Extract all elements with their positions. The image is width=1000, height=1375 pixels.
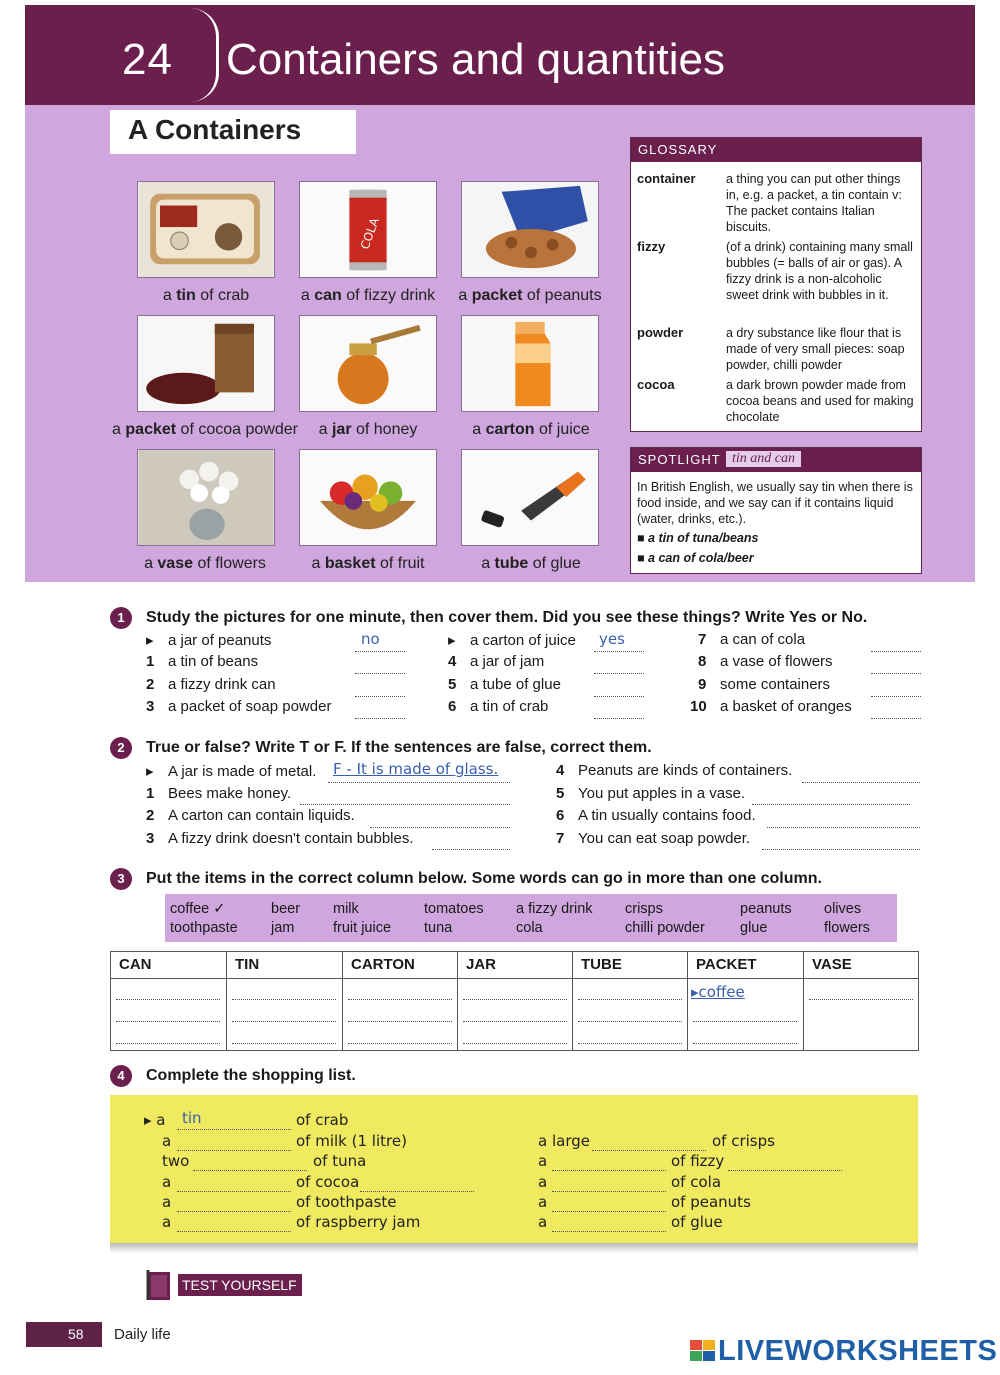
brand-watermark: LIVEWORKSHEETS [718,1335,998,1367]
glossary-definition: a thing you can put other things in, e.g. a packet, a tin contain v: The packet contains Italian biscuits. [726,172,902,234]
liveworksheets-logo-icon [690,1340,716,1362]
shop-answer: tin [182,1109,202,1127]
glossary-term: container [637,171,696,186]
shop-left-post: of milk (1 litre) [296,1132,407,1150]
table-answer-line[interactable] [578,998,682,1000]
ex2-item: 2 A carton can contain liquids. [146,807,355,824]
word-item[interactable]: cola [516,920,543,936]
shop-answer-line[interactable] [177,1210,291,1212]
shop-left-pre: two [162,1152,190,1170]
table-answer-line[interactable] [348,998,452,1000]
shop-right-pre: a large [538,1132,590,1150]
ex1-answer-line[interactable] [871,695,921,697]
shop-right-pre: a [538,1213,548,1231]
ex1-answer-line[interactable] [355,717,405,719]
shop-right-pre: a [538,1173,548,1191]
shop-answer-line[interactable] [177,1149,291,1151]
shop-left-pre: a [162,1132,172,1150]
chapter-number: 24 [122,35,173,84]
ex2-answer-line[interactable] [370,826,510,828]
vase-of-flowers-image [137,449,275,546]
word-item[interactable]: peanuts [740,901,792,917]
svg-text:COLA: COLA [357,215,382,252]
ex1-answer-line[interactable] [871,650,921,652]
shop-left-pre: a [162,1213,172,1231]
ex1-item: 2 a fizzy drink can [146,676,276,693]
caption-carton-of-juice: a carton of juice [472,421,590,438]
word-item[interactable]: glue [740,920,768,936]
shop-left-post: of cocoa [296,1173,360,1191]
table-header-carton: CARTON [351,956,415,973]
table-answer-line[interactable] [348,1020,452,1022]
ex2-item: 7 You can eat soap powder. [556,830,751,847]
glossary-term: cocoa [637,377,675,392]
table-header-packet: PACKET [696,956,757,973]
page-section: Daily life [114,1326,171,1343]
ex1-answer: yes [599,630,625,648]
shop-right-post: of fizzy [671,1152,725,1170]
ex1-answer-line[interactable] [594,650,644,652]
shop-left-pre: ▸ a [144,1111,166,1129]
page-number-bar [26,1322,102,1347]
exercise-2-instruction: True or false? Write T or F. If the sentences are false, correct them. [146,739,652,756]
test-yourself-label: TEST YOURSELF [182,1277,297,1293]
chapter-divider [190,8,219,102]
ex1-item: 6 a tin of crab [448,698,549,715]
ex1-item: 10 a basket of oranges [690,698,852,715]
ex2-answer-line[interactable] [802,781,920,783]
spotlight-label: SPOTLIGHT [638,452,721,467]
table-header-tube: TUBE [581,956,622,973]
shop-answer-line[interactable] [177,1128,291,1130]
ex1-answer: no [361,630,380,648]
packet-of-peanuts-image [461,181,599,278]
table-column-divider [342,951,343,1051]
table-answer-line[interactable] [693,1020,797,1022]
word-item[interactable]: olives [824,901,862,917]
exercise-2-number: 2 [110,737,132,759]
section-a-title: A Containers [128,114,302,145]
word-item[interactable]: tuna [424,920,453,936]
glossary-definition: a dark brown powder made from cocoa beans and used for making chocolate [726,378,914,424]
table-answer-line[interactable] [463,998,567,1000]
shop-left-pre: a [162,1173,172,1191]
ex2-item: 4 Peanuts are kinds of containers. [556,762,793,779]
table-answer-line[interactable] [116,998,220,1000]
shop-left-post: of toothpaste [296,1193,397,1211]
shop-left-post: of raspberry jam [296,1213,421,1231]
ex1-answer-line[interactable] [871,717,921,719]
ex1-item: 9 some containers [698,676,831,693]
table-column-divider [803,951,804,1051]
shop-answer-line[interactable] [552,1190,666,1192]
ex2-item: ▸ A jar is made of metal. [146,763,317,780]
table-answer-line[interactable] [232,998,336,1000]
ex1-item: 4 a jar of jam [448,653,545,670]
table-answer-line[interactable] [463,1042,567,1044]
ex2-item: 3 A fizzy drink doesn't contain bubbles. [146,830,414,847]
table-answer-line[interactable] [116,1020,220,1022]
table-answer-line[interactable] [232,1020,336,1022]
ex2-answer-line[interactable] [432,848,510,850]
packet-of-cocoa-powder-image [137,315,275,412]
word-item[interactable]: coffee ✓ [170,901,226,917]
spotlight-subtitle: tin and can [726,451,801,467]
shop-answer-line[interactable] [552,1210,666,1212]
ex1-item: 3 a packet of soap powder [146,698,332,715]
shop-left-pre: a [162,1193,172,1211]
ex1-answer-line[interactable] [355,672,405,674]
word-item[interactable]: crisps [625,901,663,917]
ex1-item: 7 a can of cola [698,631,806,648]
shop-right-post: of cola [671,1173,722,1191]
shop-right-post: of glue [671,1213,723,1231]
shop-answer-line[interactable] [177,1190,291,1192]
table-example-answer: ▸coffee [691,983,745,1001]
ex1-item: 1 a tin of beans [146,653,259,670]
ex1-answer-line[interactable] [594,717,644,719]
word-item[interactable]: beer [271,901,301,917]
table-column-divider [457,951,458,1051]
shop-answer-line[interactable] [728,1169,842,1171]
shopping-list-shadow [110,1243,918,1253]
table-answer-line[interactable] [809,998,913,1000]
shop-answer-line[interactable] [177,1230,291,1232]
caption-jar-of-honey: a jar of honey [318,421,418,438]
glossary-term: fizzy [637,239,666,254]
glossary-definition: a dry substance like flour that is made of very small pieces: soap powder, chilli powder [726,326,905,372]
word-item[interactable]: fruit juice [333,920,392,936]
shop-right-pre: a [538,1193,548,1211]
ex1-answer-line[interactable] [355,695,405,697]
ex1-answer-line[interactable] [871,672,921,674]
ex2-item: 5 You put apples in a vase. [556,785,746,802]
notebook-icon [145,1268,173,1302]
caption-packet-of-peanuts: a packet of peanuts [458,287,602,304]
carton-of-juice-image [461,315,599,412]
caption-tube-of-glue: a tube of glue [481,555,581,572]
caption-tin-of-crab: a tin of crab [162,287,250,304]
shop-right-post: of crisps [712,1132,775,1150]
glossary-definition: (of a drink) containing many small bubbles (= balls of air or gas). A fizzy drink is a non-alcoholic sweet drink with bubbles in it. [726,240,913,302]
ex1-item: 8 a vase of flowers [698,653,833,670]
word-item[interactable]: milk [333,901,359,917]
table-answer-line[interactable] [578,1042,682,1044]
glossary-term: powder [637,325,684,340]
ex2-item: 1 Bees make honey. [146,785,292,802]
shop-answer-line[interactable] [552,1169,666,1171]
glossary-heading: GLOSSARY [631,138,921,162]
table-header-can: CAN [119,956,152,973]
table-answer-line[interactable] [578,1020,682,1022]
spotlight-text: In British English, we usually say tin when there is food inside, and we say can if it contains liquid (water, drinks, etc.). [637,480,913,526]
exercise-4-number: 4 [110,1065,132,1087]
word-item[interactable]: tomatoes [424,901,484,917]
tube-of-glue-image [461,449,599,546]
ex2-answer-line[interactable] [762,848,920,850]
shop-answer-line[interactable] [552,1230,666,1232]
ex2-answer-line[interactable] [752,803,910,805]
shop-left-post: of tuna [313,1152,367,1170]
word-item[interactable]: flowers [824,920,870,936]
exercise-3-instruction: Put the items in the correct column below. Some words can go in more than one column. [146,870,822,887]
container-columns-table [110,951,919,1051]
spotlight-bullet: ■ a tin of tuna/beans [637,531,759,545]
table-header-divider [110,978,919,979]
shop-right-pre: a [538,1152,548,1170]
ex2-item: 6 A tin usually contains food. [556,807,756,824]
shop-answer-line[interactable] [360,1190,474,1192]
ex1-item: ▸ a carton of juice [448,632,576,649]
can-of-fizzy-drink-image [299,181,437,278]
ex1-answer-line[interactable] [594,695,644,697]
page-number: 58 [68,1326,84,1342]
ex1-item: ▸ a jar of peanuts [146,632,272,649]
tin-of-crab-image [137,181,275,278]
ex2-answer: F - It is made of glass. [333,760,499,778]
word-item[interactable]: chilli powder [625,920,705,936]
table-answer-line[interactable] [693,1042,797,1044]
table-answer-line[interactable] [348,1042,452,1044]
table-column-divider [572,951,573,1051]
word-item[interactable]: a fizzy drink [516,901,593,917]
exercise-3-number: 3 [110,868,132,890]
shop-answer-line[interactable] [592,1149,706,1151]
shop-left-post: of crab [296,1111,349,1129]
ex2-answer-line[interactable] [300,803,510,805]
shop-answer-line[interactable] [193,1169,307,1171]
ex1-item: 5 a tube of glue [448,676,561,693]
caption-basket-of-fruit: a basket of fruit [311,555,425,572]
table-header-jar: JAR [466,956,497,973]
ex2-answer-line[interactable] [328,781,510,783]
ex1-answer-line[interactable] [594,672,644,674]
shop-right-post: of peanuts [671,1193,751,1211]
word-item[interactable]: jam [271,920,295,936]
caption-can-of-fizzy-drink: a can of fizzy drink [300,287,436,304]
ex2-answer-line[interactable] [767,826,920,828]
table-header-vase: VASE [812,956,852,973]
table-answer-line[interactable] [116,1042,220,1044]
caption-packet-of-cocoa-powder: a packet of cocoa powder [112,421,298,438]
caption-vase-of-flowers: a vase of flowers [144,555,266,572]
jar-of-honey-image [299,315,437,412]
ex1-answer-line[interactable] [355,650,405,652]
table-column-divider [687,951,688,1051]
table-answer-line[interactable] [232,1042,336,1044]
table-header-tin: TIN [235,956,260,973]
table-column-divider [226,951,227,1051]
exercise-1-instruction: Study the pictures for one minute, then cover them. Did you see these things? Write Yes or No. [146,609,868,626]
table-answer-line[interactable] [463,1020,567,1022]
exercise-1-number: 1 [110,607,132,629]
spotlight-bullet: ■ a can of cola/beer [637,551,754,565]
chapter-title: Containers and quantities [226,35,725,84]
exercise-4-instruction: Complete the shopping list. [146,1067,356,1084]
basket-of-fruit-image [299,449,437,546]
word-item[interactable]: toothpaste [170,920,238,936]
